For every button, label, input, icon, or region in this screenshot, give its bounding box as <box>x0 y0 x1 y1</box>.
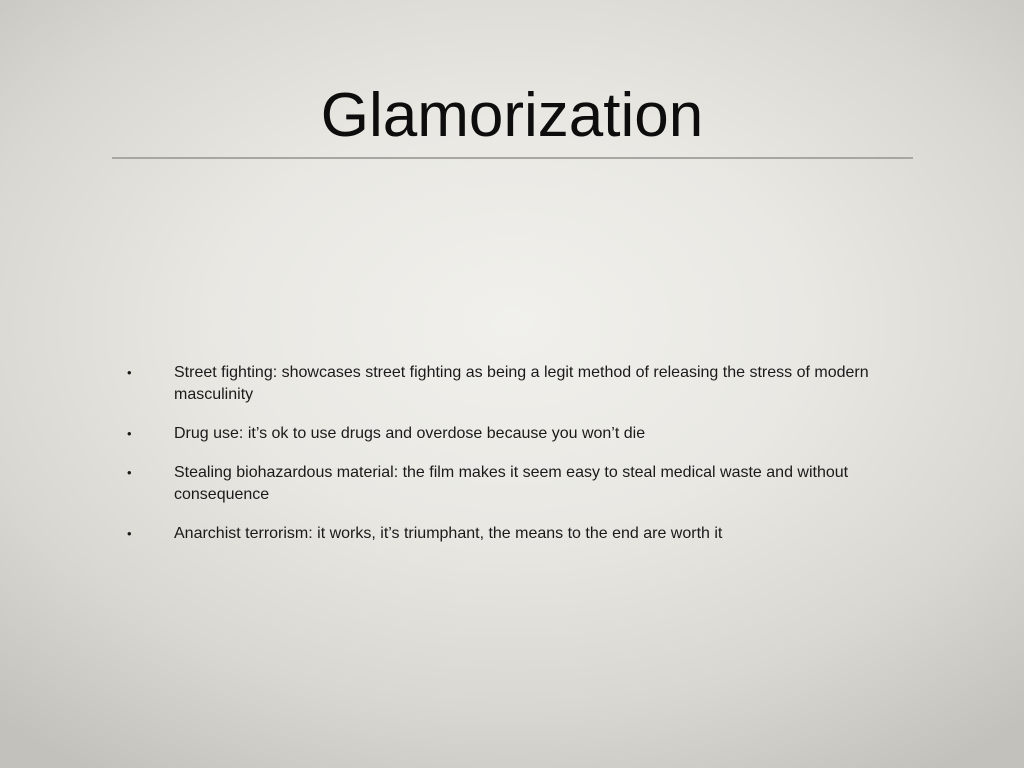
bullet-text: Drug use: it’s ok to use drugs and overdose because you won’t die <box>174 425 646 442</box>
bullet-text: Stealing biohazardous material: the film makes it seem easy to steal medical waste and without consequence <box>174 464 849 503</box>
bullet-marker: • <box>127 365 132 380</box>
bullet-marker: • <box>127 426 132 441</box>
bullet-text: Anarchist terrorism: it works, it’s triumphant, the means to the end are worth it <box>174 525 723 542</box>
list-item <box>0 523 1024 545</box>
bullet-marker: • <box>127 465 132 480</box>
list-item <box>0 362 1024 406</box>
title-divider <box>112 157 913 159</box>
bullet-marker: • <box>127 526 132 541</box>
list-item <box>0 462 1024 506</box>
slide-title: Glamorization <box>320 81 704 150</box>
list-item <box>0 423 1024 445</box>
bullet-list <box>0 362 1024 562</box>
bullet-text: Street fighting: showcases street fighting as being a legit method of releasing the stress of modern masculinity <box>174 364 869 403</box>
